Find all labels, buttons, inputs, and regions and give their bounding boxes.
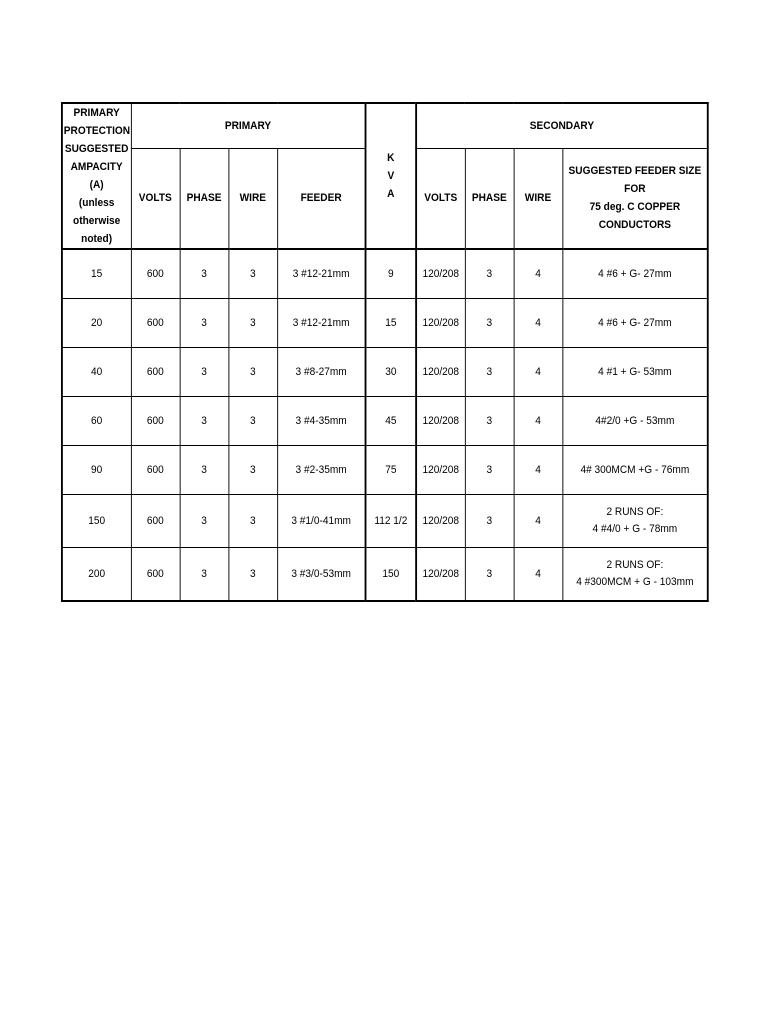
cell-secondary-volts: 120/208 <box>416 495 465 548</box>
table-row <box>62 249 708 299</box>
header-secondary-feeder <box>562 148 707 249</box>
cell-ampacity: 60 <box>62 397 131 446</box>
cell-primary-feeder: 3 #12-21mm <box>277 299 365 348</box>
cell-secondary-wire: 4 <box>514 446 563 495</box>
cell-primary-wire: 3 <box>228 299 277 348</box>
cell-primary-volts: 600 <box>131 348 180 397</box>
header-protection <box>62 103 131 249</box>
cell-ampacity: 150 <box>62 495 131 548</box>
cell-primary-phase: 3 <box>180 548 229 602</box>
cell-secondary-feeder: 4 #6 + G- 27mm <box>562 299 707 348</box>
header-secondary-feeder-line: 75 deg. C COPPER CONDUCTORS <box>589 201 681 232</box>
cell-secondary-phase: 3 <box>465 397 514 446</box>
header-protection-line: AMPACITY (A) <box>70 161 123 191</box>
cell-ampacity: 15 <box>62 249 131 299</box>
cell-primary-phase: 3 <box>180 446 229 495</box>
cell-secondary-volts: 120/208 <box>416 446 465 495</box>
header-kva-letter: K <box>387 152 395 164</box>
cell-primary-feeder: 3 #1/0-41mm <box>277 495 365 548</box>
cell-primary-volts: 600 <box>131 299 180 348</box>
cell-secondary-wire: 4 <box>514 397 563 446</box>
header-protection-line: otherwise noted) <box>73 215 121 245</box>
cell-secondary-feeder <box>562 495 707 548</box>
secondary-feeder-line: 4 #300MCM + G - 103mm <box>576 576 694 588</box>
cell-primary-wire: 3 <box>228 495 277 548</box>
header-protection-line: PRIMARY <box>73 107 120 119</box>
header-secondary-volts: VOLTS <box>416 148 465 249</box>
cell-secondary-phase: 3 <box>465 548 514 602</box>
secondary-feeder-line: 2 RUNS OF: <box>606 506 664 518</box>
header-kva-letter: A <box>387 188 395 200</box>
cell-kva: 30 <box>366 348 417 397</box>
cell-secondary-wire: 4 <box>514 249 563 299</box>
table-row <box>62 495 708 548</box>
cell-secondary-feeder: 4# 300MCM +G - 76mm <box>562 446 707 495</box>
cell-primary-wire: 3 <box>228 249 277 299</box>
cell-secondary-feeder: 4#2/0 +G - 53mm <box>562 397 707 446</box>
cell-secondary-volts: 120/208 <box>416 397 465 446</box>
cell-primary-phase: 3 <box>180 249 229 299</box>
secondary-feeder-line: 2 RUNS OF: <box>606 559 664 571</box>
cell-primary-volts: 600 <box>131 495 180 548</box>
cell-secondary-phase: 3 <box>465 249 514 299</box>
cell-secondary-wire: 4 <box>514 348 563 397</box>
cell-kva: 9 <box>366 249 417 299</box>
cell-primary-feeder: 3 #2-35mm <box>277 446 365 495</box>
cell-secondary-feeder <box>562 548 707 602</box>
secondary-feeder-line: 4 #4/0 + G - 78mm <box>592 523 678 535</box>
header-kva-letter: V <box>387 170 395 182</box>
cell-ampacity: 20 <box>62 299 131 348</box>
cell-secondary-wire: 4 <box>514 299 563 348</box>
cell-primary-volts: 600 <box>131 249 180 299</box>
header-secondary-group: SECONDARY <box>416 103 708 148</box>
cell-primary-wire: 3 <box>228 548 277 602</box>
table-body <box>62 249 708 601</box>
header-protection-line: SUGGESTED <box>64 143 129 155</box>
cell-primary-phase: 3 <box>180 348 229 397</box>
cell-secondary-feeder: 4 #6 + G- 27mm <box>562 249 707 299</box>
cell-secondary-phase: 3 <box>465 446 514 495</box>
table-row <box>62 397 708 446</box>
cell-primary-phase: 3 <box>180 397 229 446</box>
cell-primary-feeder: 3 #12-21mm <box>277 249 365 299</box>
cell-kva: 15 <box>366 299 417 348</box>
cell-kva: 45 <box>366 397 417 446</box>
cell-secondary-volts: 120/208 <box>416 348 465 397</box>
header-row-top <box>62 103 708 148</box>
cell-secondary-wire: 4 <box>514 495 563 548</box>
header-secondary-wire: WIRE <box>514 148 563 249</box>
header-secondary-feeder-line: SUGGESTED FEEDER SIZE FOR <box>568 165 702 196</box>
cell-secondary-phase: 3 <box>465 348 514 397</box>
table-row <box>62 299 708 348</box>
cell-primary-feeder: 3 #4-35mm <box>277 397 365 446</box>
cell-primary-feeder: 3 #8-27mm <box>277 348 365 397</box>
cell-ampacity: 90 <box>62 446 131 495</box>
cell-primary-volts: 600 <box>131 446 180 495</box>
cell-ampacity: 200 <box>62 548 131 602</box>
cell-secondary-phase: 3 <box>465 299 514 348</box>
header-kva <box>366 103 417 249</box>
cell-primary-feeder: 3 #3/0-53mm <box>277 548 365 602</box>
cell-primary-phase: 3 <box>180 299 229 348</box>
cell-primary-wire: 3 <box>228 397 277 446</box>
table-row <box>62 446 708 495</box>
header-primary-feeder: FEEDER <box>277 148 365 249</box>
cell-secondary-feeder: 4 #1 + G- 53mm <box>562 348 707 397</box>
table-row <box>62 348 708 397</box>
cell-secondary-volts: 120/208 <box>416 548 465 602</box>
header-protection-line: PROTECTION <box>63 125 131 137</box>
cell-primary-volts: 600 <box>131 548 180 602</box>
header-protection-line: (unless <box>78 197 115 209</box>
cell-primary-wire: 3 <box>228 446 277 495</box>
cell-kva: 112 1/2 <box>366 495 417 548</box>
table-row <box>62 548 708 602</box>
cell-primary-wire: 3 <box>228 348 277 397</box>
header-primary-wire: WIRE <box>228 148 277 249</box>
header-primary-group: PRIMARY <box>131 103 366 148</box>
cell-secondary-volts: 120/208 <box>416 249 465 299</box>
header-secondary-phase: PHASE <box>465 148 514 249</box>
cell-primary-phase: 3 <box>180 495 229 548</box>
header-primary-phase: PHASE <box>180 148 229 249</box>
transformer-feeder-table <box>61 102 709 602</box>
cell-secondary-phase: 3 <box>465 495 514 548</box>
cell-secondary-volts: 120/208 <box>416 299 465 348</box>
cell-primary-volts: 600 <box>131 397 180 446</box>
header-primary-volts: VOLTS <box>131 148 180 249</box>
cell-kva: 75 <box>366 446 417 495</box>
cell-ampacity: 40 <box>62 348 131 397</box>
cell-secondary-wire: 4 <box>514 548 563 602</box>
cell-kva: 150 <box>366 548 417 602</box>
transformer-feeder-sheet <box>61 102 707 602</box>
